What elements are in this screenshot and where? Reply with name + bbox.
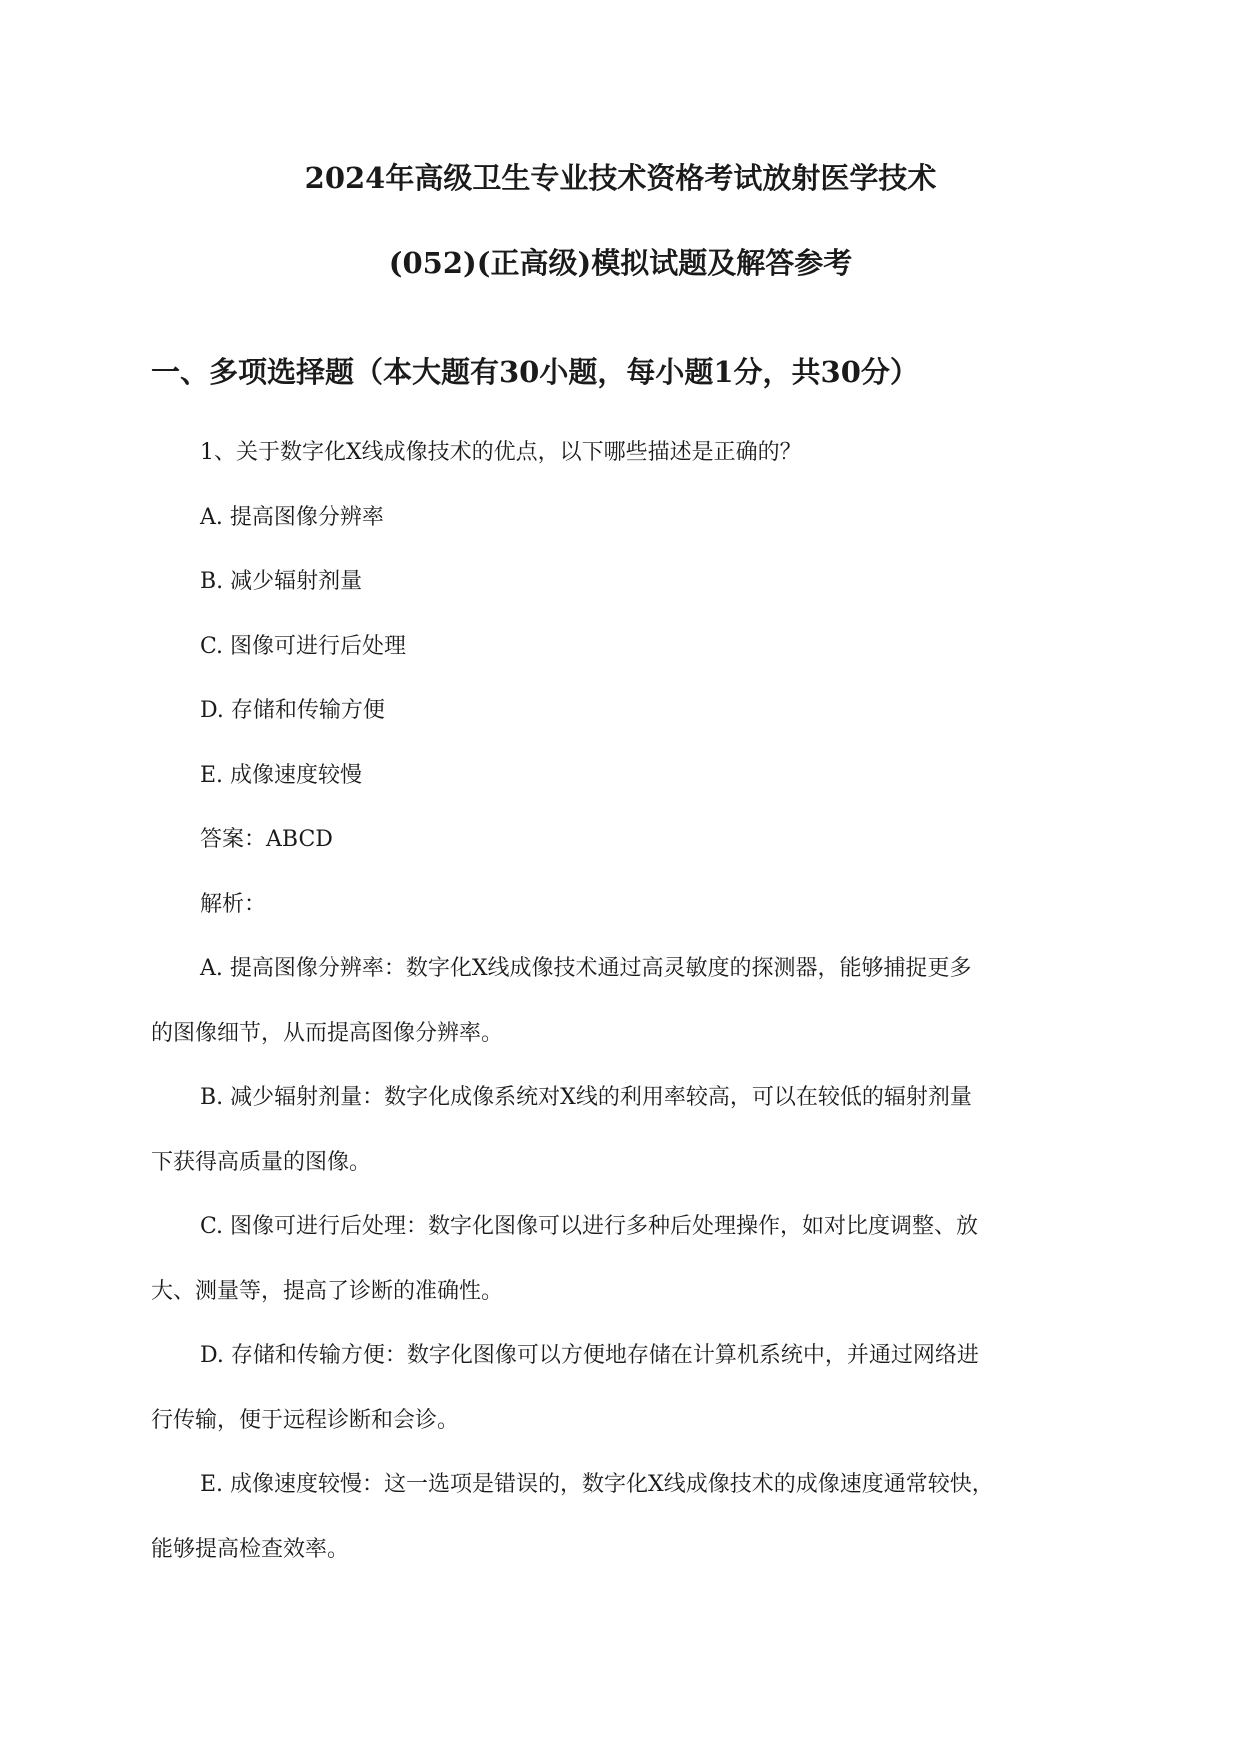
analysis-e-line-2: 能够提高检查效率。 [151, 1537, 350, 1562]
answer-line: 答案：ABCD [200, 827, 333, 852]
analysis-d-line-1: D. 存储和传输方便：数字化图像可以方便地存储在计算机系统中，并通过网络进 [200, 1343, 979, 1368]
analysis-b-line-1: B. 减少辐射剂量：数字化成像系统对X线的利用率较高，可以在较低的辐射剂量 [200, 1085, 972, 1110]
analysis-e-line-1: E. 成像速度较慢：这一选项是错误的，数字化X线成像技术的成像速度通常较快， [200, 1472, 994, 1497]
section-heading: 一、多项选择题（本大题有30小题，每小题1分，共30分） [151, 355, 919, 389]
document-title-line-2: (052)(正高级)模拟试题及解答参考 [388, 246, 853, 280]
analysis-d-line-2: 行传输，便于远程诊断和会诊。 [151, 1408, 460, 1433]
question-stem: 1、关于数字化X线成像技术的优点，以下哪些描述是正确的？ [200, 440, 802, 465]
analysis-label: 解析： [200, 892, 267, 917]
analysis-a-line-1: A. 提高图像分辨率：数字化X线成像技术通过高灵敏度的探测器，能够捕捉更多 [200, 956, 972, 981]
option-c: C. 图像可进行后处理 [200, 634, 407, 659]
analysis-c-line-2: 大、测量等，提高了诊断的准确性。 [151, 1279, 504, 1304]
document-title-line-1: 2024年高级卫生专业技术资格考试放射医学技术 [304, 161, 937, 195]
analysis-c-line-1: C. 图像可进行后处理：数字化图像可以进行多种后处理操作，如对比度调整、放 [200, 1214, 979, 1239]
option-d: D. 存储和传输方便 [200, 698, 385, 723]
option-e: E. 成像速度较慢 [200, 763, 363, 788]
analysis-b-line-2: 下获得高质量的图像。 [151, 1150, 372, 1175]
option-b: B. 减少辐射剂量 [200, 569, 363, 594]
analysis-a-line-2: 的图像细节，从而提高图像分辨率。 [151, 1021, 504, 1046]
option-a: A. 提高图像分辨率 [200, 505, 384, 530]
